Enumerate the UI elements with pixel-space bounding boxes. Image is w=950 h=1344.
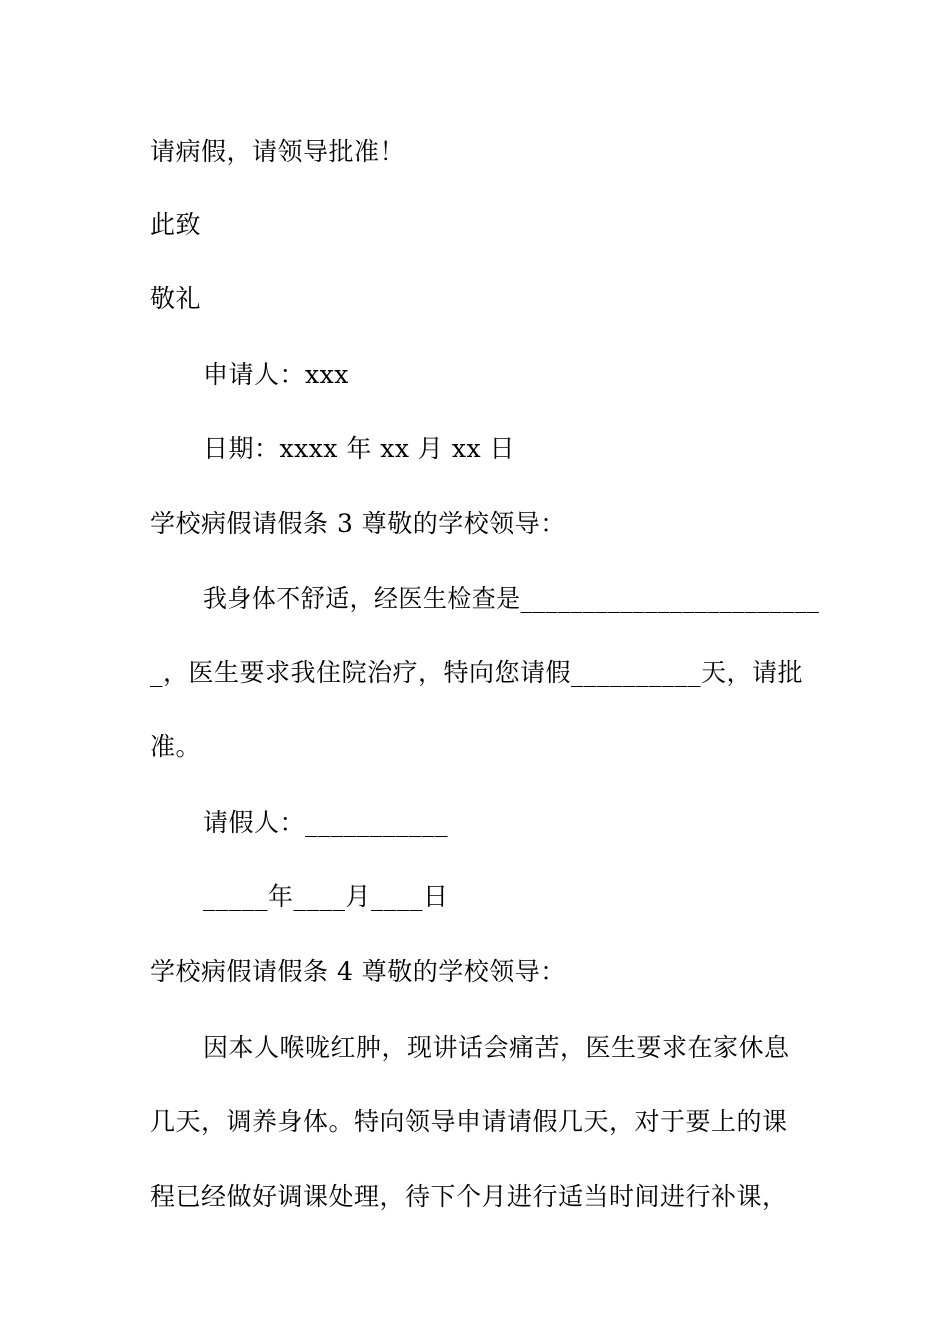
paragraph-request-approval: 请病假，请领导批准！ [150,137,406,166]
leave-requester-line: 请假人：___________ [203,808,449,837]
closing-salutation: 此致 [150,210,202,239]
blank-date-line: _____年____月____日 [203,882,449,911]
date-line: 日期：xxxx 年 xx 月 xx 日 [203,434,516,463]
applicant-line: 申请人：xxx [203,360,349,389]
section-heading-3: 学校病假请假条 3 尊敬的学校领导： [150,509,566,538]
paragraph-4-line-3: 程已经做好调课处理，待下个月进行适当时间进行补课， [150,1182,788,1211]
paragraph-4-line-2: 几天，调养身体。特向领导申请请假几天，对于要上的课 [150,1107,788,1136]
paragraph-3-line-3: 准。 [150,732,202,761]
section-heading-4: 学校病假请假条 4 尊敬的学校领导： [150,957,566,986]
closing-regards: 敬礼 [150,284,202,313]
paragraph-3-line-1: 我身体不舒适，经医生检查是________________________ [203,584,820,613]
paragraph-3-line-2: _，医生要求我住院治疗，特向您请假__________天，请批 [150,658,804,687]
paragraph-4-line-1: 因本人喉咙红肿，现讲话会痛苦，医生要求在家休息 [203,1033,790,1062]
